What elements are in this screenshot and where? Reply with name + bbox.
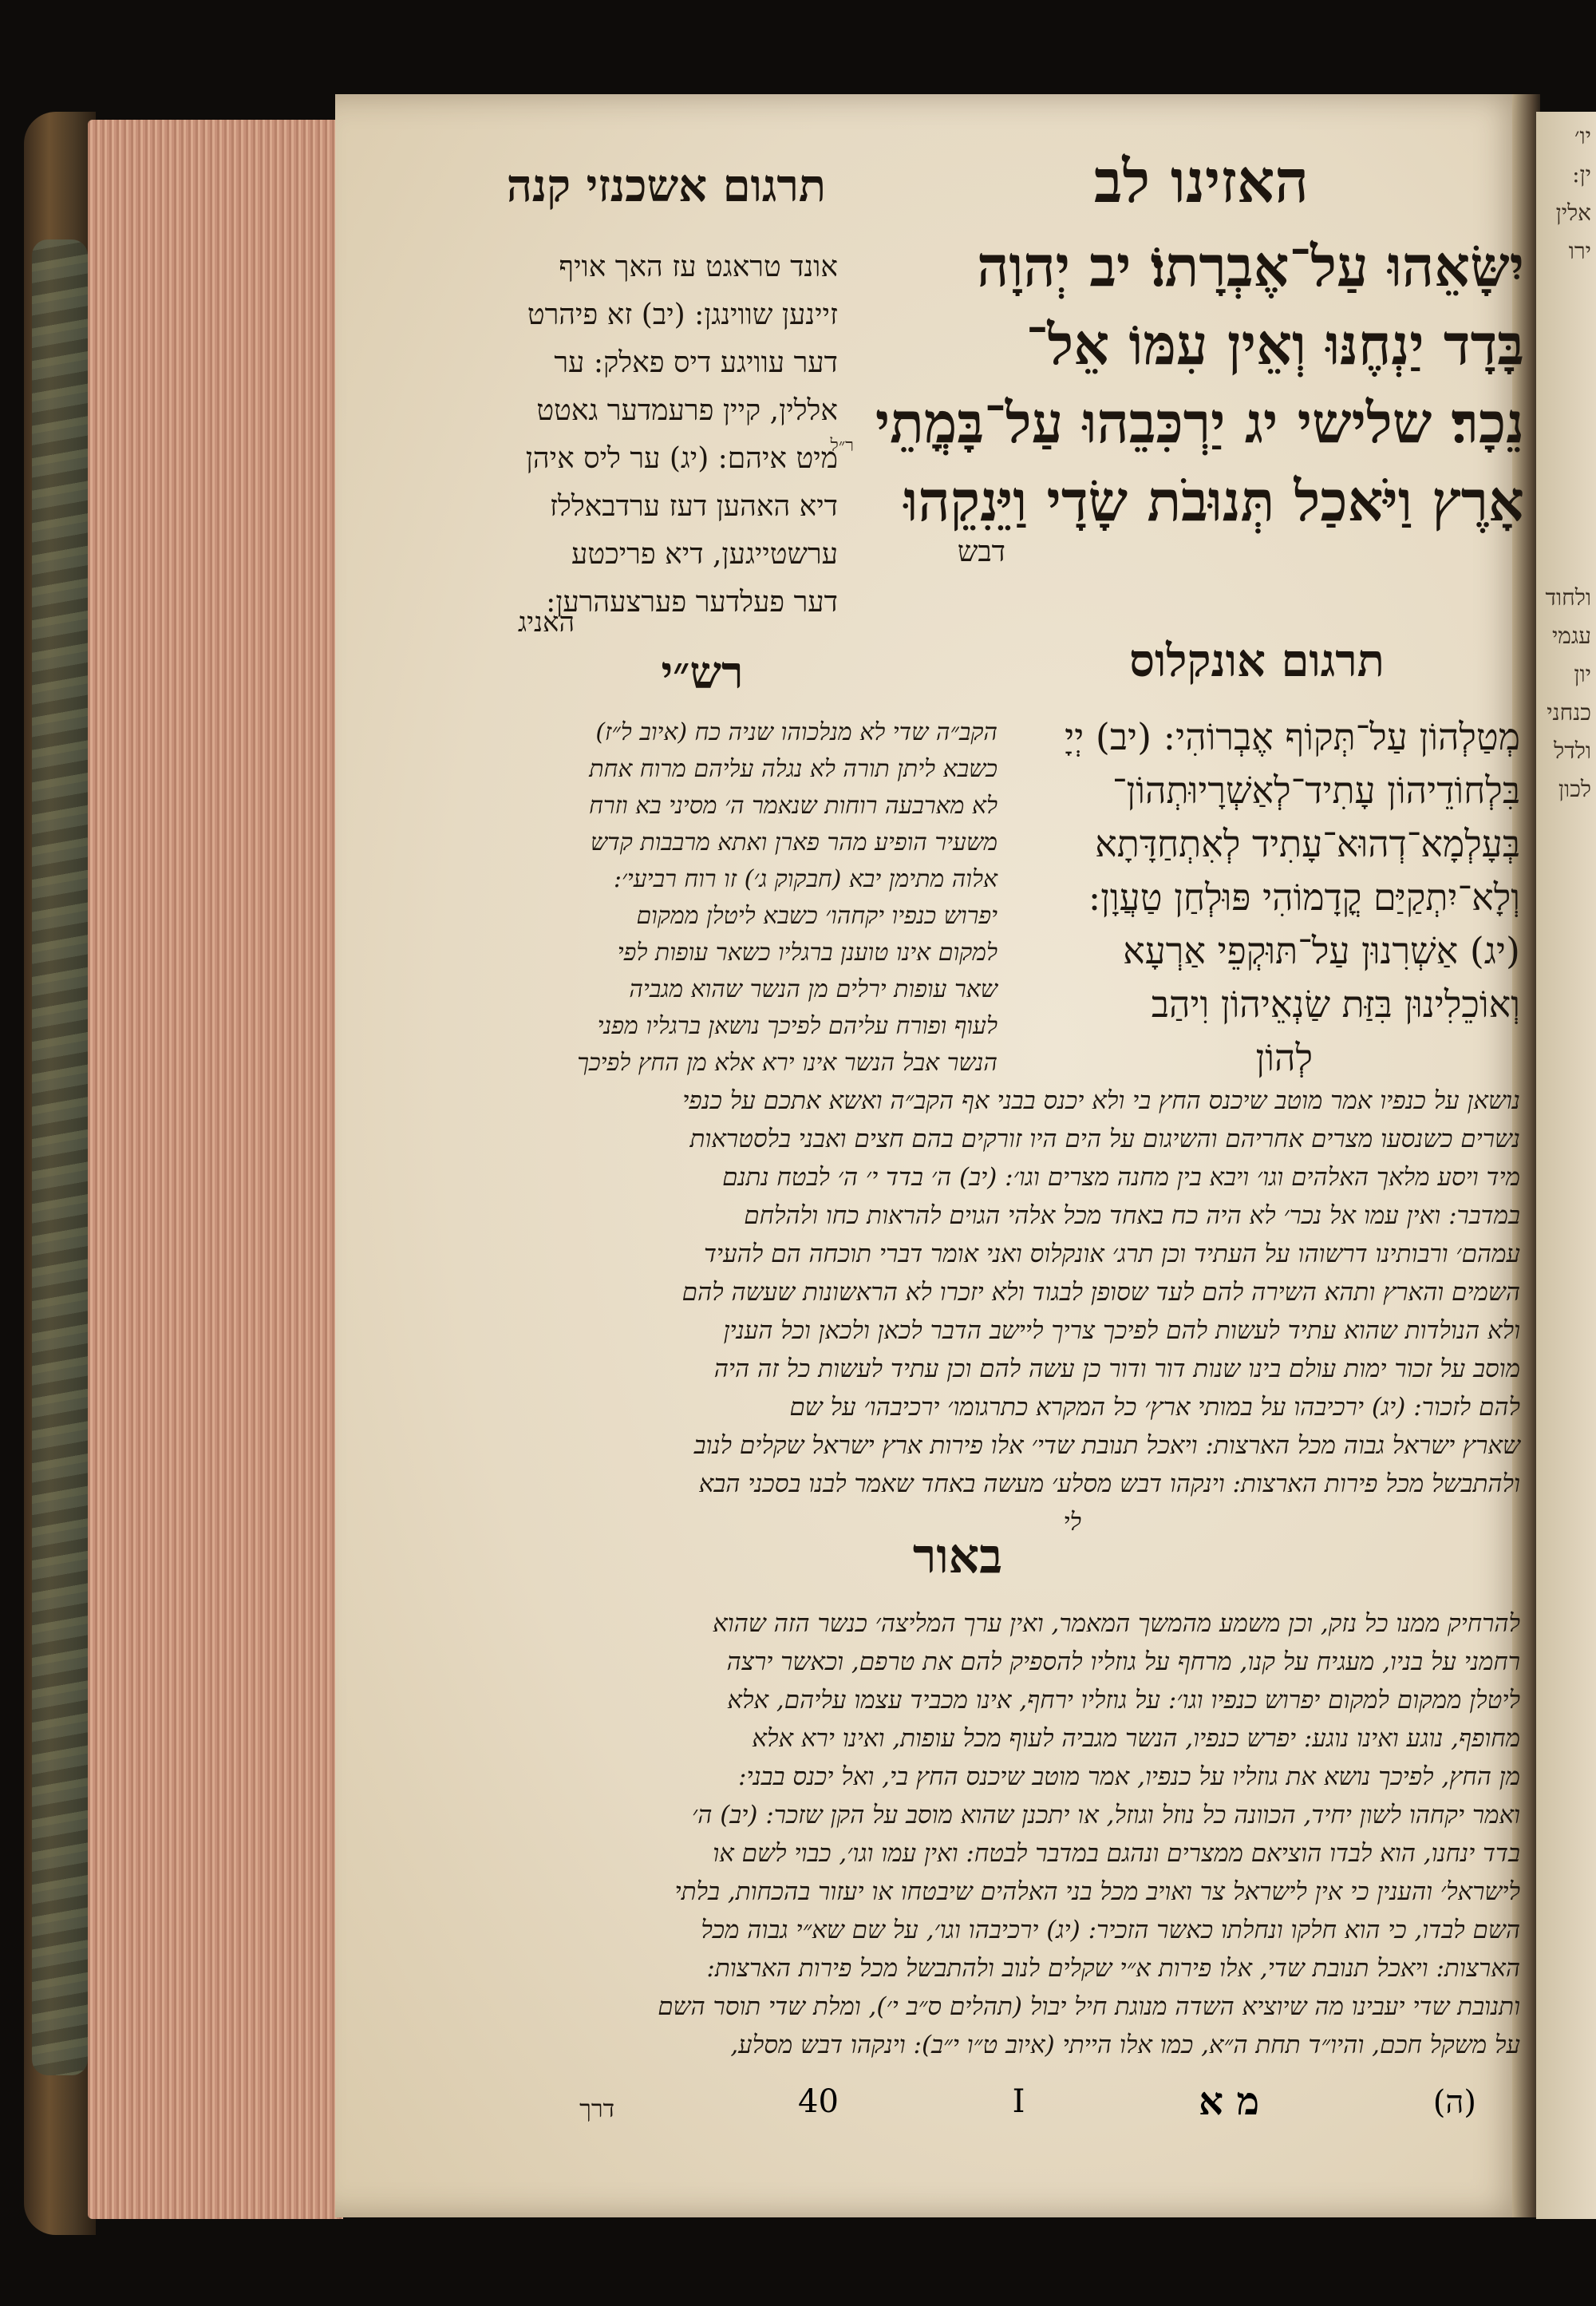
rashi-line: עמהם׳ ורבותינו דרשוהו על העתיד וכן תרג׳ אונקלוס ואני אומר דברי תוכחה הם להעיד xyxy=(703,1240,1520,1268)
biur-line: בדד ינחנו, הוא לבדו הוציאם ממצרים ונהגם במדבר לבטח: ואין עמו וגו׳, כבוי לשם או xyxy=(713,1839,1520,1868)
translation-line: אונד טראגט עז האך אויף xyxy=(559,251,838,283)
translation-line: דיא האהען דעז ערדבאללז xyxy=(549,490,838,523)
biur-line: ואמר יקחהו לשון יחיד, הכוונה כל נוזל וגוזל, או יתכנן שהוא מוסב על הקן שזכר: (יב) ה׳ xyxy=(692,1801,1520,1829)
page-number: (ה) xyxy=(1432,2083,1476,2121)
rashi-line: משעיר הופיע מהר פארן ואתא מרבבות קדש xyxy=(591,829,998,856)
onkelos-title: תרגום אונקלוס xyxy=(1129,635,1385,687)
rashi-line: השמים והארץ ותהא השירה להם לעד שסופן לבגוד ולא יזכרו לא הראשונות שעשה להם xyxy=(681,1278,1520,1307)
rashi-line: נושאן על כנפיו אמר מוטב שיכנס החץ בי ולא יכנס בבני אף הקב״ה ואשא אתכם על כנפי xyxy=(682,1086,1520,1115)
biur-title: באור xyxy=(912,1529,1003,1584)
fragment-text: ין: xyxy=(1572,161,1591,188)
onkelos-block xyxy=(1009,710,1520,1085)
fragment-text: יון xyxy=(1574,661,1591,687)
rashi-line: ולא הנולדות שהוא עתיד לעשות להם לפיכך צריך ליישב הדבר לכאן ולכאן וכל הענין xyxy=(723,1316,1520,1345)
rashi-line: שאר עופות ירלים מן הנשר שהוא מגביה xyxy=(629,975,998,1003)
fragment-text: ולחוד xyxy=(1545,584,1591,611)
signature-mark: מ א xyxy=(1199,2079,1260,2124)
catchword: דרך xyxy=(579,2095,614,2123)
onkelos-line: בִּלְחוֹדֵיהוֹן עָתִיד־לְאַשְׁרָיוּתְהוֹן־ xyxy=(1112,769,1520,812)
fragment-text: אלין xyxy=(1555,200,1591,226)
biur-line: להרחיק ממנו כל נזק, וכן משמע מהמשך המאמר, ואין ערך המליצה׳ כנשר הזה שהוא xyxy=(713,1609,1520,1638)
biur-line: הארצות: ויאכל תנובת שדי, אלו פירות א״י שקלים לנוב ולהתבשל מכל פירות הארצות: xyxy=(706,1954,1520,1983)
rashi-line: נשרים כשנסעו מצרים אחריהם והשיגום על הים היו זורקים בהם חצים ואבני בלסטראות xyxy=(689,1125,1520,1153)
biur-line: מן החץ, לפיכך נושא את גוזליו על כנפיו, אמר מוטב שיכנס החץ בי, ואל יכנס בבני: xyxy=(738,1762,1520,1791)
page-edges xyxy=(88,120,343,2219)
yiddish-catchword: האניג xyxy=(517,607,575,639)
facing-page-fragment xyxy=(1536,112,1596,2219)
rashi-line: אלוה מתימן יבא (חבקוק ג׳) זו רוח רביעי׳: xyxy=(613,865,998,893)
biur-line: רחמני על בניו, מעגיח על קנו, מרחף על גוזליו להספיק להם את טרפם, וכאשר ירצה xyxy=(726,1647,1520,1676)
biur-line: ליטלן ממקום למקום יפרוש כנפיו וגו׳: על גוזליו ירחף, אינו מכביד עצמו עליהם, אלא xyxy=(727,1686,1520,1715)
rashi-line: ולהתבשל מכל פירות הארצות: וינקהו דבש מסלע׳ מעשה באחד שאמר לבנו בסכני הבא xyxy=(698,1469,1520,1498)
onkelos-line: לְהוֹן xyxy=(1255,1036,1313,1079)
fragment-text: ולדל xyxy=(1554,738,1591,764)
rashi-line: הנשר אבל הנשר אינו ירא אלא מן החץ לפיכך xyxy=(577,1049,998,1077)
rashi-line: הקב״ה שדי לא מנלכוהו שניה כח (איוב ל״ז) xyxy=(595,718,998,746)
fragment-text: יו׳ xyxy=(1574,123,1591,149)
running-header-left: תרגום אשכנזי קנה xyxy=(506,160,826,212)
onkelos-line: מְטַלְהוֹן עַל־תְּקוֹף אֶבְרוֹהִי: (יב) יְיָ xyxy=(1065,715,1520,758)
rashi-column-block xyxy=(447,714,998,1082)
translation-line: זיינען שווינגן: (יב) זא פיהרט xyxy=(527,299,838,331)
rashi-line: כשבא ליתן תורה לא נגלה עליהם מרוח אחת xyxy=(589,755,998,783)
marbled-cover xyxy=(32,239,88,2075)
rashi-line: שארץ ישראל גבוה מכל הארצות: ויאכל תנובת שדי׳ אלו פירות ארץ ישראל שקלים לנוב xyxy=(693,1431,1520,1460)
fragment-text: לכון xyxy=(1558,776,1591,802)
translation-line: מיט איהם: (יג) ער ליס איהן xyxy=(525,442,838,475)
translation-line: אללין, קיין פרעמדער גאטט xyxy=(536,394,838,427)
rashi-line: יפרוש כנפיו יקחהו׳ כשבא ליטלן ממקום xyxy=(636,902,998,930)
fragment-text: ירו xyxy=(1568,238,1591,264)
onkelos-line: וְלָא־יִתְקַיַּם קֳדָמוֹהִי פּוּלְחַן טַעֲוָן: xyxy=(1088,876,1520,919)
biur-line: ותנובת שדי יעבינו מה שיוציא השדה מנוגת חיל יבול (תהלים ס״ב י׳), ומלת שדי תוסר השם xyxy=(658,1992,1520,2021)
biur-block xyxy=(447,1604,1520,2064)
rashi-line: מוסב על זכור ימות עולם בינו שנות דור ודור כן עשה להם וכן עתיד לעשות כל זה היה xyxy=(713,1355,1520,1383)
margin-note: ר״ל xyxy=(830,436,854,456)
verse-line: בָּדָד יַנְחֶנּוּ וְאֵין עִמּוֹ אֵל־ xyxy=(1025,311,1524,378)
biur-line: על משקל חכם, והיו״ד תחת ה״א, כמו אלו הייתי (איוב ט״ו י״ב): וינקהו דבש מסלע, xyxy=(730,2031,1520,2059)
rashi-line: למקום אינו טוענן ברגליו כשאר עופות לפי xyxy=(617,939,998,967)
running-header-right: האזינו לב xyxy=(1093,148,1309,216)
onkelos-line: (יג) אַשְׁרִנוּן עַל־תּוּקְפֵי אַרְעָא xyxy=(1123,929,1520,972)
biur-line: השם לבדו, כי הוא חלקו ונחלתו כאשר הזכיר: (יג) ירכיבהו וגו׳, על שם שא״י גבוה מכל xyxy=(701,1916,1520,1944)
rashi-line: לי xyxy=(1063,1508,1081,1537)
translation-line: דער עוויגע דיס פאלק: ער xyxy=(554,346,838,379)
rashi-title: רש״י xyxy=(661,647,744,699)
verse-line: אָרֶץ וַיֹּאכַל תְּנוּבֹת שָׂדָי וַיֵּנִקֵהוּ xyxy=(903,468,1524,534)
fragment-text: כנחני xyxy=(1547,699,1591,726)
rashi-full-width-block xyxy=(447,1082,1520,1541)
page-footer xyxy=(798,2079,1476,2124)
roman-numeral: I xyxy=(1012,2083,1025,2120)
fragment-text: עגמי xyxy=(1551,623,1591,649)
rashi-line: במדבר: ואין עמו אל נכר׳ לא היה כח באחד מכל אלהי הגוים להראות כחו ולהלחם xyxy=(744,1201,1520,1230)
rashi-line: לעוף ופורח עליהם לפיכך נושאן ברגליו מפני xyxy=(597,1012,998,1040)
biur-line: לישראל׳ והענין כי אין לישראל צר ואויב מכל בני האלהים שיבטחו או יעזור בהכחות, בלתי xyxy=(674,1877,1520,1906)
onkelos-line: בְּעָלְמָא־דְהוּא־עָתִיד לְאִתְחַדָּתָא xyxy=(1095,822,1520,865)
verse-catchword: דבש xyxy=(957,536,1005,568)
rashi-line: לא מארבעה רוחות שנאמר ה׳ מסיני בא וזרח xyxy=(589,792,998,820)
rashi-line: מיד ויסע מלאך האלהים וגו׳ ויבא בין מחנה מצרים וגו׳: (יב) ה׳ בדד י׳ ה׳ לבטח נתנם xyxy=(722,1163,1520,1192)
biur-line: מחופף, נוגע ואינו נוגע: יפרש כנפיו, הנשר מגביה לעוף מכל עופות, ואינו ירא אלא xyxy=(752,1724,1520,1753)
translation-line: ערשטייגען, דיא פריכטע xyxy=(571,538,838,571)
leaf-number: 40 xyxy=(798,2083,839,2120)
verse-line: נֵכָר׃ שלישי יג יַרְכִּבֵהוּ עַל־בָּמֳתֵי xyxy=(875,390,1524,456)
yiddish-translation-block xyxy=(455,243,838,627)
onkelos-line: וְאוֹכֵלִינוּן בִּזַּת שַׂנְאֵיהוֹן וִיהַב xyxy=(1151,983,1520,1026)
rashi-line: להם לזכור: (יג) ירכיבהו על במותי ארץ׳ כל המקרא כתרגומו׳ ירכיבהו׳ על שם xyxy=(789,1393,1520,1422)
translation-line: דער פעלדער פערצעהרען: xyxy=(546,586,838,619)
torah-verse-block xyxy=(862,227,1524,540)
verse-line: יִשָּׂאֵהוּ עַל־אֶבְרָתוֹ׃ יב יְהוָה xyxy=(977,233,1524,299)
